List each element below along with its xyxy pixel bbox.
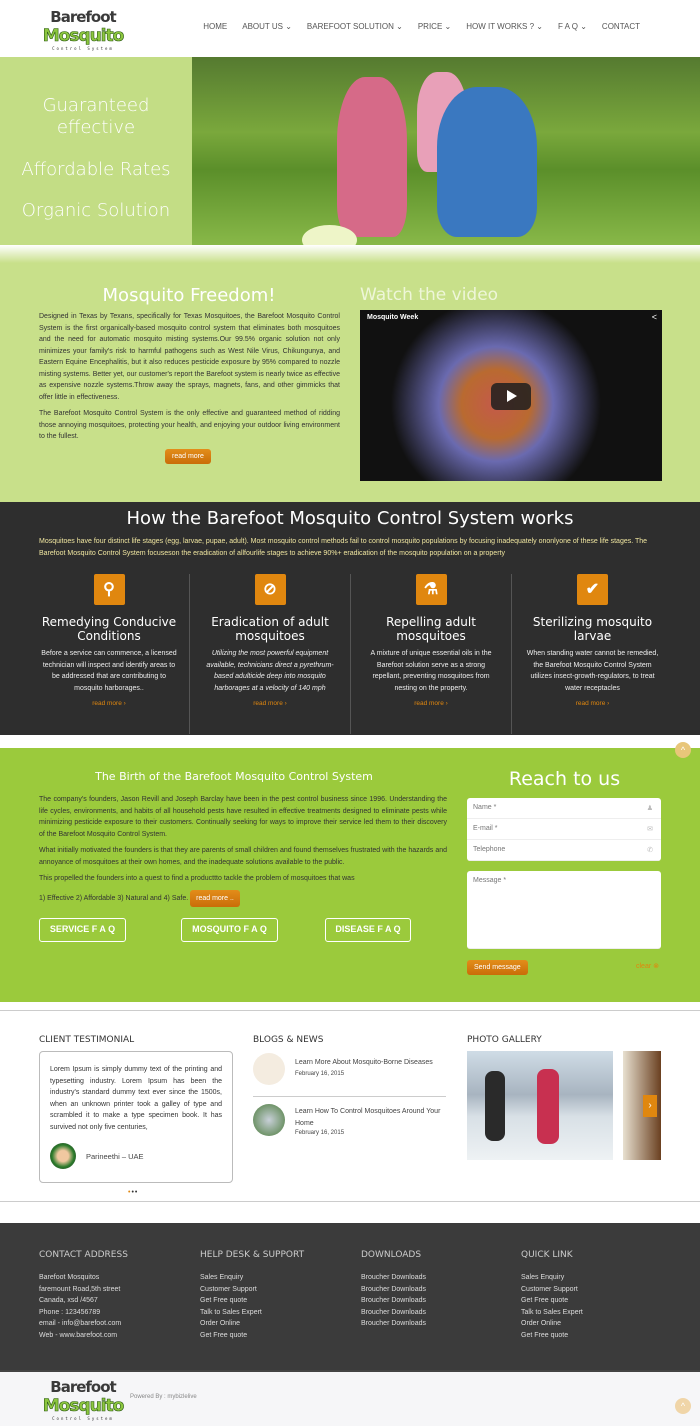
blog-thumb bbox=[253, 1053, 285, 1085]
logo-line2: Mosquito bbox=[42, 1396, 124, 1416]
birth-section bbox=[0, 748, 700, 1002]
footer-link[interactable]: Order Online bbox=[521, 1320, 562, 1327]
how-it-works-section bbox=[0, 502, 700, 735]
clear-button[interactable]: clear ⊗ bbox=[636, 963, 659, 970]
testimonial-author: Parineethi – UAE bbox=[86, 1151, 144, 1161]
step-read-more[interactable]: read more › bbox=[253, 700, 287, 707]
video-heading: Watch the video bbox=[360, 285, 499, 305]
service-faq-button[interactable]: SERVICE F A Q bbox=[39, 918, 126, 942]
step-text: Before a service can commence, a licensed technician will inspect and identify areas to be addressed that are contributing to mosquito harborages.. bbox=[41, 650, 177, 692]
step-title: Eradication of adult mosquitoes bbox=[211, 615, 329, 643]
footer-web[interactable]: Web - www.barefoot.com bbox=[39, 1331, 118, 1339]
hero-taglines bbox=[0, 57, 192, 245]
footer-downloads bbox=[361, 1250, 511, 1330]
birth-p1: The company's founders, Jason Revill and Joseph Barclay have been in the pest control business since 1996. Understanding the life cycles, environments, and habits of all household pests have resulted in effective treatments designed to eliminate pests while minimizing pesticide exposure to their customers. Continually seeking for ways to improve their service led them to their discovery of the Barefoot Mosquito Control System. bbox=[39, 796, 447, 838]
tagline-3: Organic Solution bbox=[21, 200, 171, 221]
step-card bbox=[29, 574, 190, 734]
scroll-top-icon[interactable]: ^ bbox=[675, 742, 691, 758]
birth-p4: 1) Effective 2) Affordable 3) Natural and 4) Safe. bbox=[39, 894, 189, 902]
message-placeholder: Message * bbox=[473, 877, 507, 884]
main-nav bbox=[203, 22, 640, 31]
person-figure bbox=[485, 1071, 505, 1141]
footer-link[interactable]: Talk to Sales Expert bbox=[521, 1308, 583, 1316]
step-read-more[interactable]: read more › bbox=[92, 700, 126, 707]
birth-read-more-button[interactable]: read more .. bbox=[190, 890, 240, 908]
footer-link[interactable]: Broucher Downloads bbox=[361, 1308, 426, 1316]
telephone-input[interactable] bbox=[467, 840, 661, 861]
footer-link[interactable]: Broucher Downloads bbox=[361, 1285, 426, 1293]
footer-link[interactable]: Sales Enquiry bbox=[521, 1274, 565, 1281]
nav-solution[interactable]: BAREFOOT SOLUTION ⌄ bbox=[306, 22, 403, 31]
hero-image bbox=[192, 57, 700, 245]
lower-section bbox=[0, 1010, 700, 1202]
logo[interactable] bbox=[38, 8, 128, 56]
name-input[interactable] bbox=[467, 798, 661, 819]
nav-how[interactable]: HOW IT WORKS ? ⌄ bbox=[466, 22, 543, 31]
blog-title[interactable]: Learn How To Control Mosquitoes Around Your Home bbox=[295, 1108, 441, 1127]
blog-thumb bbox=[253, 1104, 285, 1136]
blog-date: February 16, 2015 bbox=[295, 1130, 345, 1136]
footer-text: Phone : 123456789 bbox=[39, 1308, 101, 1316]
ban-icon: ⊘ bbox=[255, 574, 286, 605]
logo-line2: Mosquito bbox=[42, 26, 124, 46]
how-title: How the Barefoot Mosquito Control System works bbox=[126, 508, 574, 529]
telephone-placeholder: Telephone bbox=[473, 846, 506, 853]
step-text: A mixture of unique essential oils in the Barefoot solution serve as a strong repellant, preventing mosquitoes from nesting on the property. bbox=[370, 650, 492, 692]
footer-text: faremount Road,5th street bbox=[39, 1285, 121, 1293]
step-card bbox=[351, 574, 512, 734]
play-icon bbox=[507, 390, 517, 402]
name-placeholder: Name * bbox=[473, 804, 497, 811]
step-title: Repelling adult mosquitoes bbox=[386, 615, 476, 643]
footer-logo[interactable] bbox=[38, 1378, 128, 1426]
nav-price[interactable]: PRICE ⌄ bbox=[417, 22, 452, 31]
header bbox=[0, 0, 700, 57]
birth-text bbox=[39, 794, 447, 907]
video-player[interactable] bbox=[360, 310, 662, 481]
freedom-p1: Designed in Texas by Texans, specifically for Texas Mosquitoes, the Barefoot Mosquito Control System is the first organically-based mosquito control system that eliminates both mosquitoes and the need for automatic mosquito misting systems.Our 99.5% organic solution not only minimizes your family's risk to harmful pathogens such as West Nile Virus, Chikungunya, and Eastern Equine Encephalitis, but it also reduces pesticide exposure by 95% compared to nozzle misting systems. Better yet, our customer's report the Barefoot system is nearly twice as effective as expensive nozzle systems.Throw away the sprays, magnets, fans, and other gimmicks that offer little in effectiveness. bbox=[39, 313, 340, 401]
video-title: Mosquito Week bbox=[367, 314, 419, 321]
email-input[interactable] bbox=[467, 819, 661, 840]
footer-link[interactable]: Get Free quote bbox=[521, 1331, 569, 1339]
footer-heading: QUICK LINK bbox=[521, 1250, 573, 1260]
message-textarea[interactable] bbox=[467, 871, 661, 949]
footer-heading: DOWNLOADS bbox=[361, 1250, 422, 1260]
hero-fade bbox=[0, 245, 700, 263]
email-placeholder: E-mail * bbox=[473, 825, 498, 832]
step-title: Remedying Conducive Conditions bbox=[41, 615, 177, 643]
footer-link[interactable]: Customer Support bbox=[521, 1285, 578, 1293]
nav-faq[interactable]: F A Q ⌄ bbox=[557, 22, 587, 31]
child-figure bbox=[437, 87, 537, 237]
step-card bbox=[190, 574, 351, 734]
contact-fields bbox=[467, 798, 661, 861]
freedom-text bbox=[39, 311, 340, 443]
birth-title: The Birth of the Barefoot Mosquito Control System bbox=[95, 770, 373, 783]
blogs-heading: BLOGS & NEWS bbox=[253, 1035, 324, 1045]
step-read-more[interactable]: read more › bbox=[575, 700, 610, 707]
logo-line3: Control System bbox=[52, 1416, 114, 1421]
child-figure bbox=[337, 77, 407, 237]
search-icon: ⚲ bbox=[94, 574, 125, 605]
footer-text: Barefoot Mosquitos bbox=[39, 1274, 100, 1281]
logo-line3: Control System bbox=[52, 46, 114, 51]
envelope-icon: ✉ bbox=[647, 826, 653, 833]
footer-link[interactable]: Broucher Downloads bbox=[361, 1297, 426, 1304]
footer-link[interactable]: Get Free quote bbox=[200, 1331, 248, 1339]
freedom-p2: The Barefoot Mosquito Control System is the only effective and guaranteed method of ridding those annoying mosquitoes, protecting your health, and enjoying your outdoor living environment to the fullest. bbox=[39, 410, 340, 440]
tagline-2: Affordable Rates bbox=[21, 159, 171, 180]
testimonial-text: Lorem Ipsum is simply dummy text of the printing and typesetting industry. Lorem Ipsum has been the industry's standard dummy text ever since the 1500s, when an unknown printer took a galley of type and scrambled it to make a type specimen book. It has survived not only five centuries, bbox=[50, 1066, 222, 1131]
tagline-1: Guaranteed effective bbox=[42, 95, 150, 138]
footer-text: Canada, xsd /4567 bbox=[39, 1297, 98, 1304]
footer-contact bbox=[39, 1250, 189, 1341]
person-figure bbox=[537, 1069, 559, 1144]
freedom-title: Mosquito Freedom! bbox=[102, 285, 276, 306]
footer-link[interactable]: Customer Support bbox=[200, 1285, 257, 1293]
nav-home[interactable]: HOME bbox=[203, 22, 228, 31]
step-text: Utilizing the most powerful equipment available, technicians direct a pyrethrum-based adulticide deep into mosquito harborages at a velocity of 140 mph bbox=[206, 650, 334, 692]
nav-contact[interactable]: CONTACT bbox=[601, 22, 640, 31]
step-card bbox=[512, 574, 673, 734]
footer-link[interactable]: Get Free quote bbox=[200, 1297, 248, 1304]
carousel-dots[interactable]: ••• bbox=[128, 1189, 139, 1196]
footer-link[interactable]: Talk to Sales Expert bbox=[200, 1308, 262, 1316]
gallery-heading: PHOTO GALLERY bbox=[467, 1035, 542, 1045]
play-button[interactable] bbox=[491, 383, 531, 410]
logo-line1: Barefoot bbox=[50, 1378, 116, 1396]
scroll-top-icon[interactable]: ^ bbox=[675, 1398, 691, 1414]
send-message-button[interactable]: Send message bbox=[467, 960, 528, 975]
contact-title: Reach to us bbox=[508, 768, 621, 790]
testimonial-card bbox=[39, 1051, 233, 1183]
footer-email[interactable]: email - info@barefoot.com bbox=[39, 1320, 122, 1327]
read-more-button[interactable]: read more bbox=[165, 449, 211, 464]
avatar bbox=[50, 1143, 76, 1169]
nav-about[interactable]: ABOUT US ⌄ bbox=[242, 22, 292, 31]
footer-link[interactable]: Order Online bbox=[200, 1320, 241, 1327]
share-icon[interactable]: < bbox=[651, 312, 657, 322]
step-title: Sterilizing mosquito larvae bbox=[532, 615, 653, 643]
step-text: When standing water cannot be remedied, the Barefoot Mosquito Control System utilizes insect-growth-regulators, to treat water receptacles bbox=[526, 650, 659, 692]
footer-quicklinks bbox=[521, 1250, 671, 1341]
disease-faq-button[interactable]: DISEASE F A Q bbox=[325, 918, 411, 942]
flask-icon: ⚗ bbox=[416, 574, 447, 605]
footer-heading: CONTACT ADDRESS bbox=[39, 1250, 128, 1260]
footer-heading: HELP DESK & SUPPORT bbox=[200, 1250, 305, 1260]
mosquito-faq-button[interactable]: MOSQUITO F A Q bbox=[181, 918, 278, 942]
testimonial-heading: CLIENT TESTIMONIAL bbox=[39, 1035, 135, 1045]
step-read-more[interactable]: read more › bbox=[414, 700, 448, 707]
birth-p3: This propelled the founders into a quest to find a producttto tackle the problem of mosquitoes that was bbox=[39, 875, 355, 882]
footer bbox=[0, 1223, 700, 1370]
check-icon: ✔ bbox=[577, 574, 608, 605]
footer-link[interactable]: Broucher Downloads bbox=[361, 1274, 426, 1281]
blog-item[interactable] bbox=[253, 1104, 446, 1144]
footer-link[interactable]: Sales Enquiry bbox=[200, 1274, 244, 1281]
gallery-photo[interactable] bbox=[467, 1051, 613, 1160]
logo-line1: Barefoot bbox=[50, 8, 116, 26]
blog-date: February 16, 2015 bbox=[295, 1071, 345, 1077]
how-intro: Mosquitoes have four distinct life stages (egg, larvae, pupae, adult). Most mosquito control methods fail to control mosquito populations by focusing inadequately ononlyone of these life stages. The Barefoot Mosquito Control System focuseson the eradication of allfourlife stages to achieve 90%+ eradication of the mosquito population on a property bbox=[39, 538, 648, 557]
powered-by: Powered By : mybizlelive bbox=[130, 1394, 197, 1400]
phone-icon: ✆ bbox=[647, 847, 653, 854]
gallery-next-icon[interactable]: › bbox=[643, 1095, 657, 1117]
blog-item[interactable] bbox=[253, 1053, 446, 1097]
bottom-bar bbox=[0, 1370, 700, 1426]
footer-link[interactable]: Get Free quote bbox=[521, 1297, 569, 1304]
footer-helpdesk bbox=[200, 1250, 350, 1341]
birth-p2: What initially motivated the founders is that they are parents of small children and found themselves frustrated with the hazards and annoyance of mosquitoes at their own homes, and the inadequate solutions available to the public. bbox=[39, 847, 447, 866]
footer-link[interactable]: Broucher Downloads bbox=[361, 1320, 426, 1327]
user-icon: ♟ bbox=[646, 805, 653, 812]
blog-title[interactable]: Learn More About Mosquito-Borne Diseases bbox=[295, 1059, 433, 1066]
